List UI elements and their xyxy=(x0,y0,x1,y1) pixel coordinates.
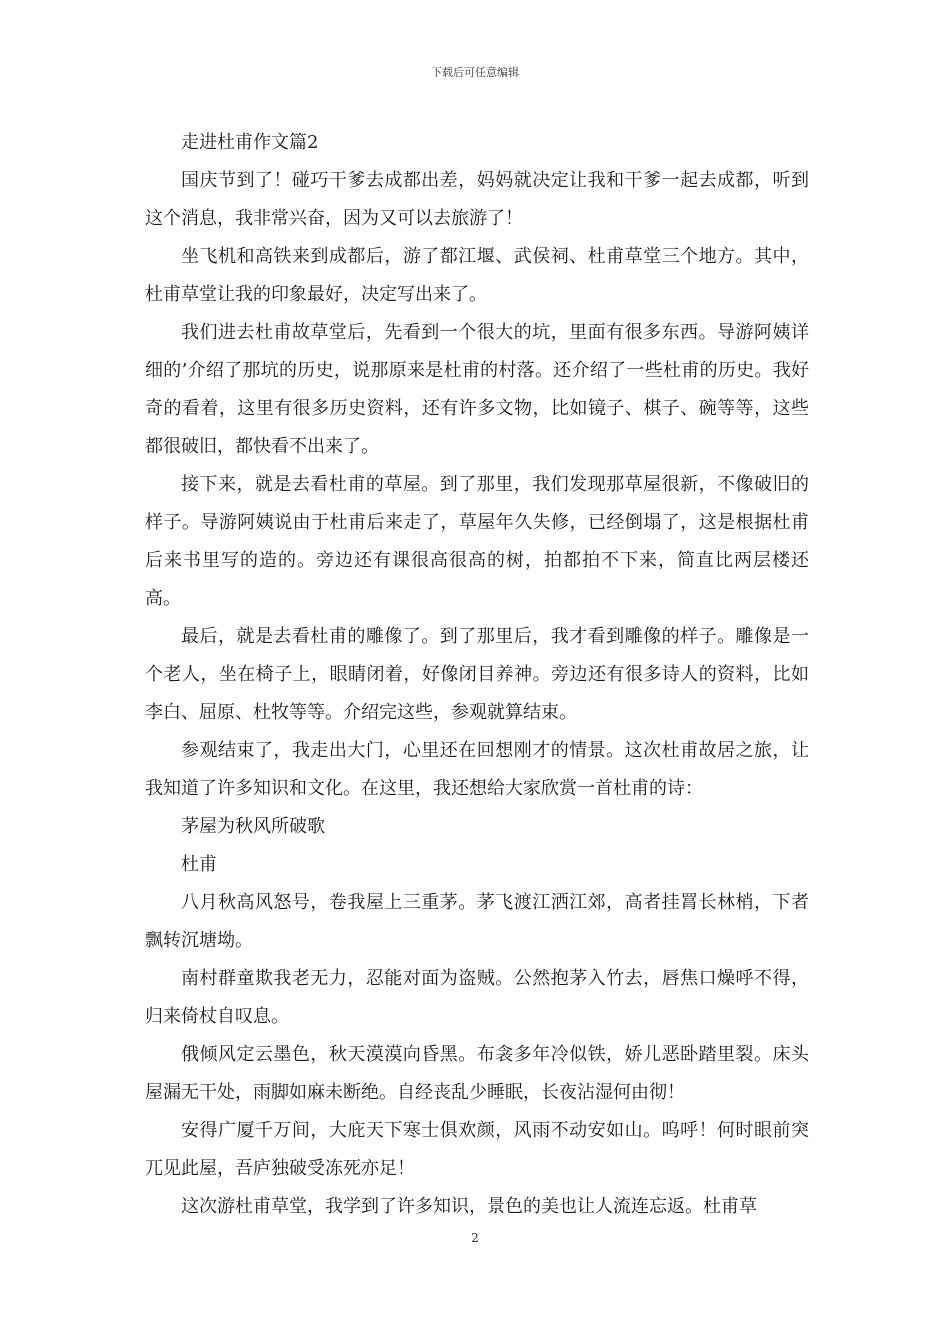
paragraph: 参观结束了，我走出大门，心里还在回想刚才的情景。这次杜甫故居之旅，让我知道了许多知识和文化。在这里，我还想给大家欣赏一首杜甫的诗： xyxy=(145,740,809,799)
paragraph: 国庆节到了！碰巧干爹去成都出差，妈妈就决定让我和干爹一起去成都，听到这个消息，我非常兴奋，因为又可以去旅游了！ xyxy=(145,170,809,229)
document-body xyxy=(145,124,809,1226)
page-header: 下载后可任意编辑 xyxy=(431,66,519,79)
poem-stanza: 南村群童欺我老无力，忍能对面为盗贼。公然抱茅入竹去，唇焦口燥呼不得，归来倚杖自叹息。 xyxy=(145,968,809,1027)
page-number: 2 xyxy=(471,1231,479,1245)
poem-title: 茅屋为秋风所破歌 xyxy=(181,816,325,837)
poem-stanza: 安得广厦千万间，大庇天下寒士俱欢颜，风雨不动安如山。呜呼！何时眼前突兀见此屋，吾庐独破受冻死亦足！ xyxy=(145,1120,809,1179)
poem-stanza: 八月秋高风怒号，卷我屋上三重茅。茅飞渡江洒江郊，高者挂罥长林梢，下者飘转沉塘坳。 xyxy=(145,892,809,951)
poem-stanza: 俄倾风定云墨色，秋天漠漠向昏黑。布衾多年冷似铁，娇儿恶卧踏里裂。床头屋漏无干处，雨脚如麻未断绝。自经丧乱少睡眠，长夜沾湿何由彻！ xyxy=(145,1044,809,1103)
paragraph: 最后，就是去看杜甫的雕像了。到了那里后，我才看到雕像的样子。雕像是一个老人，坐在椅子上，眼睛闭着，好像闭目养神。旁边还有很多诗人的资料，比如李白、屈原、杜牧等等。介绍完这些，参观就算结束。 xyxy=(145,626,809,723)
poem-author: 杜甫 xyxy=(181,854,217,875)
document-title: 走进杜甫作文篇2 xyxy=(181,132,319,153)
paragraph: 我们进去杜甫故草堂后，先看到一个很大的坑，里面有很多东西。导游阿姨详细的’介绍了那坑的历史，说那原来是杜甫的村落。还介绍了一些杜甫的历史。我好奇的看着，这里有很多历史资料，还有许多文物，比如镜子、棋子、碗等等，这些都很破旧，都快看不出来了。 xyxy=(145,322,809,457)
paragraph: 坐飞机和高铁来到成都后，游了都江堰、武侯祠、杜甫草堂三个地方。其中，杜甫草堂让我的印象最好，决定写出来了。 xyxy=(145,246,809,305)
paragraph: 接下来，就是去看杜甫的草屋。到了那里，我们发现那草屋很新，不像破旧的样子。导游阿姨说由于杜甫后来走了，草屋年久失修，已经倒塌了，这是根据杜甫后来书里写的造的。旁边还有课很高很高的树，拍都拍不下来，简直比两层楼还高。 xyxy=(145,474,809,609)
paragraph: 这次游杜甫草堂，我学到了许多知识，景色的美也让人流连忘返。杜甫草 xyxy=(181,1196,757,1217)
